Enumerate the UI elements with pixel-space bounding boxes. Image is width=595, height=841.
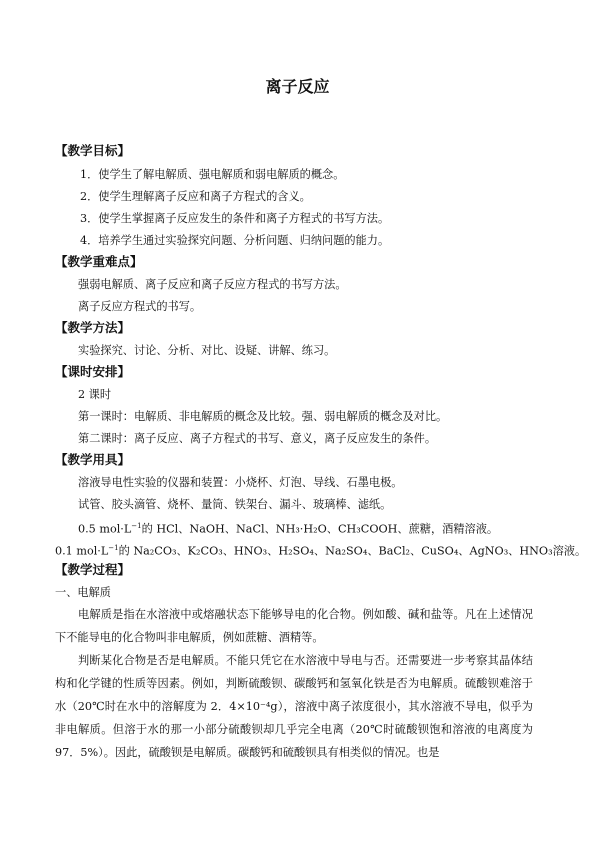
section-heading-process: 【教学过程】 [55,562,131,577]
tool-item-reagents-1 [78,519,568,537]
exponent: −1 [108,544,119,552]
goal-item: 2．使学生理解离子反应和离子方程式的含义。 [80,190,311,203]
exponent: −1 [131,522,142,530]
section-heading-tools: 【教学用具】 [55,452,131,467]
method-item: 实验探究、讨论、分析、对比、设疑、讲解、练习。 [78,344,336,357]
goal-item: 3．使学生掌握离子反应发生的条件和离子方程式的书写方法。 [80,212,390,225]
tool-item: 溶液导电性实验的仪器和装置：小烧杯、灯泡、导线、石墨电极。 [78,476,403,489]
section-heading-schedule: 【课时安排】 [55,364,131,379]
concentration-label: 0.1 mol·L [55,544,109,558]
schedule-item: 第二课时：离子反应、离子方程式的书写、意义，离子反应发生的条件。 [78,432,437,445]
key-point-item: 强弱电解质、离子反应和离子反应方程式的书写方法。 [78,278,347,291]
section-heading-goals: 【教学目标】 [55,143,131,158]
tool-item-reagents-2 [55,541,587,559]
schedule-item: 第一课时：电解质、非电解质的概念及比较。强、弱电解质的概念及对比。 [78,410,448,423]
reagent-list: 的 HCl、NaOH、NaCl、NH₃·H₂O、CH₃COOH、蔗糖，酒精溶液。 [141,522,499,536]
page-title: 离子反应 [265,77,330,96]
key-point-item: 离子反应方程式的书写。 [78,300,202,313]
section-heading-methods: 【教学方法】 [55,320,131,335]
schedule-item: 2 课时 [78,388,112,401]
tool-item: 试管、胶头滴管、烧杯、量筒、铁架台、漏斗、玻璃棒、滤纸。 [78,498,392,511]
goal-item: 4．培养学生通过实验探究问题、分析问题、归纳问题的能力。 [80,234,390,247]
body-paragraph: 判断某化合物是否是电解质。不能只凭它在水溶液中导电与否。还需要进一步考察其晶体结构和化学键的性质等因素。例如，判断硫酸钡、碳酸钙和氢氧化铁是否为电解质。硫酸钡难溶于水（20℃时在水中的溶解度为 2．4×10⁻⁴g），溶液中离子浓度很小，其水溶液不导电，似乎为非电解质。但溶于水的那一小部分硫酸钡却几乎完全电离（20℃时硫酸钡饱和溶液的电离度为 97．5%）。因此，硫酸钡是电解质。碳酸钙和硫酸钡具有相类似的情况。也是 [55,654,533,759]
section-heading-key-points: 【教学重难点】 [55,254,143,269]
reagent-list: 的 Na₂CO₃、K₂CO₃、HNO₃、H₂SO₄、Na₂SO₄、BaCl₂、CuSO₄、AgNO₃、HNO₃溶液。 [118,544,587,558]
goal-item: 1．使学生了解电解质、强电解质和弱电解质的概念。 [80,168,345,181]
concentration-label: 0.5 mol·L [78,522,132,536]
subsection-title: 一、电解质 [55,586,111,599]
body-paragraph: 电解质是指在水溶液中或熔融状态下能够导电的化合物。例如酸、碱和盐等。凡在上述情况下不能导电的化合物叫非电解质，例如蔗糖、酒精等。 [55,608,533,644]
